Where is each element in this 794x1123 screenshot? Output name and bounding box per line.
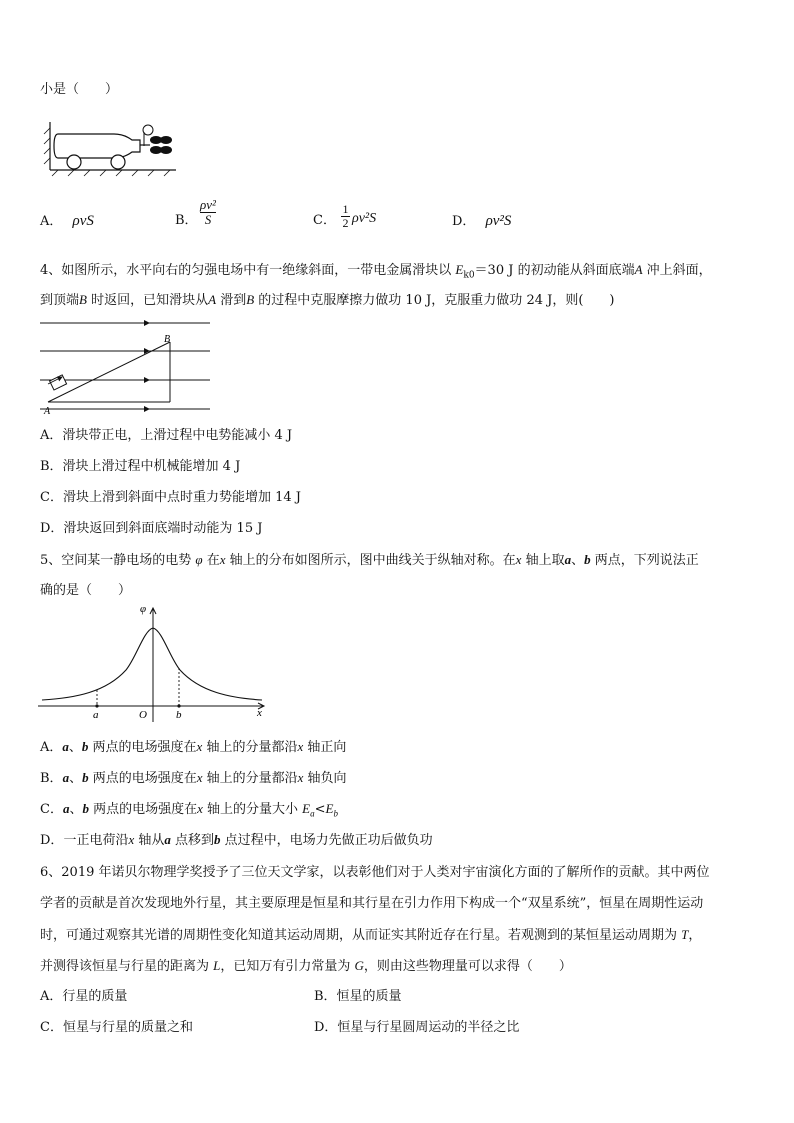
text: 的过程中克服摩擦力做功 10 J，克服重力做功 24 J，则( ) — [254, 293, 615, 308]
numerator: 1 — [342, 202, 349, 216]
gravity-constant-symbol: G — [354, 958, 364, 973]
text: 、 — [68, 740, 82, 755]
q5-fig-origin: O — [139, 709, 147, 721]
x-symbol: x — [196, 739, 203, 754]
q5-option-a[interactable] — [40, 739, 346, 756]
distance-symbol: L — [213, 958, 221, 973]
q5-stem-line1 — [40, 552, 699, 569]
option-label: A． — [40, 740, 63, 755]
text: 轴上的分量都沿 — [202, 771, 298, 786]
text: ＝30 J 的初动能从斜面底端 — [474, 263, 635, 278]
q6-stem-line4 — [40, 958, 572, 975]
point-b: b — [82, 801, 89, 816]
text: 到顶端 — [40, 293, 80, 308]
q5-stem-line2: 确的是（ ） — [40, 583, 132, 598]
eb-subscript: b — [333, 808, 338, 819]
point-b: B — [246, 292, 255, 307]
period-symbol: T — [681, 927, 689, 942]
q5-option-c[interactable] — [40, 801, 338, 822]
text: 轴上取 — [521, 553, 565, 568]
eb-symbol: E — [325, 801, 334, 816]
option-label: C． — [40, 802, 63, 817]
text: 冲上斜面， — [642, 263, 712, 278]
q4-stem-line1 — [40, 262, 712, 284]
text: ，已知万有引力常量为 — [220, 959, 355, 974]
q3-option-c[interactable] — [313, 213, 336, 229]
q4-option-b[interactable]: B．滑块上滑过程中机械能增加 4 J — [40, 459, 241, 474]
option-label: C． — [313, 213, 336, 228]
q6-option-d[interactable]: D．恒星与行星圆周运动的半径之比 — [314, 1020, 520, 1035]
ek0-subscript: k0 — [463, 270, 475, 281]
q4-option-a[interactable]: A．滑块带正电，上滑过程中电势能减小 4 J — [40, 428, 293, 443]
q5-option-b[interactable] — [40, 770, 347, 787]
q4-stem-line2 — [40, 292, 614, 309]
text: 轴上的分量大小 — [202, 802, 303, 817]
option-label: B． — [175, 213, 198, 228]
text: 在 — [202, 553, 220, 568]
point-a: a — [164, 832, 171, 847]
formula: ρv²S — [485, 213, 512, 229]
q3-question-tail: 小是（ ） — [40, 82, 119, 97]
x-symbol: x — [297, 770, 304, 785]
point-b: b — [584, 552, 591, 567]
text: 轴从 — [134, 833, 165, 848]
q5-fig-ylabel: φ — [140, 603, 147, 615]
q5-figure-potential — [36, 600, 268, 724]
text: 4、如图所示，水平向右的匀强电场中有一绝缘斜面，一带电金属滑块以 — [40, 263, 456, 278]
q6-stem-line1: 6、2019 年诺贝尔物理学奖授予了三位天文学家，以表彰他们对于人类对宇宙演化方面的了解所作的贡献。其中两位 — [40, 865, 710, 880]
q3-figure-cart — [44, 118, 194, 178]
ea-subscript: a — [310, 808, 315, 819]
text: 、 — [571, 553, 585, 568]
point-a: a — [62, 739, 69, 754]
denominator: 2 — [342, 216, 349, 230]
point-b: b — [81, 739, 89, 754]
text: 轴正向 — [303, 740, 347, 755]
numerator: ρv² — [200, 197, 216, 212]
q4-fig-label-b: B — [164, 334, 171, 345]
text: 滑到 — [216, 293, 247, 308]
text: 点过程中，电场力先做正功后做负功 — [220, 833, 433, 848]
q6-option-c[interactable]: C．恒星与行星的质量之和 — [40, 1020, 193, 1035]
point-a: a — [62, 770, 70, 785]
q3-option-b-fraction — [200, 198, 216, 227]
point-b: b — [214, 832, 221, 847]
q4-figure-incline — [38, 316, 213, 416]
q3-option-c-formula: ρv²S — [352, 211, 377, 226]
q3-option-c-coef — [341, 203, 350, 230]
text: 两点的电场强度在 — [88, 771, 197, 786]
ek0-symbol: E — [455, 262, 464, 277]
point-a: A — [634, 262, 643, 277]
x-symbol: x — [515, 552, 522, 567]
text: 点移到 — [170, 833, 215, 848]
text: 轴负向 — [303, 771, 347, 786]
option-label: A． — [40, 214, 63, 229]
q6-option-b[interactable]: B．恒星的质量 — [314, 989, 402, 1004]
option-label: D． — [452, 214, 476, 229]
denominator: S — [204, 212, 212, 227]
text: 两点，下列说法正 — [590, 553, 699, 568]
text: 、 — [69, 802, 83, 817]
x-symbol: x — [297, 739, 304, 754]
text: 、 — [69, 771, 83, 786]
text: 5、空间某一静电场的电势 — [40, 553, 196, 568]
q5-fig-point-b: b — [176, 709, 182, 721]
text: ，则由这些物理量可以求得（ ） — [363, 959, 572, 974]
x-symbol: x — [219, 552, 226, 567]
point-a: a — [62, 801, 70, 816]
q6-option-a[interactable]: A．行星的质量 — [40, 989, 128, 1004]
text: 时返回，已知滑块从 — [86, 293, 209, 308]
text: 两点的电场强度在 — [88, 740, 197, 755]
option-label: D． — [40, 833, 64, 848]
q3-option-b[interactable] — [175, 213, 198, 229]
x-symbol: x — [196, 770, 203, 785]
q3-option-d[interactable] — [452, 213, 511, 230]
option-label: B． — [40, 771, 63, 786]
formula: ρvS — [72, 213, 94, 229]
x-symbol: x — [128, 832, 135, 847]
text: ， — [688, 928, 702, 943]
q6-stem-line2: 学者的贡献是首次发现地外行星，其主要原理是恒星和其行星在引力作用下构成一个“双星系统”，恒星在周期性运动 — [40, 896, 704, 911]
phi-symbol: φ — [195, 552, 203, 567]
q4-option-c[interactable]: C．滑块上滑到斜面中点时重力势能增加 14 J — [40, 490, 301, 505]
q6-stem-line3 — [40, 927, 701, 944]
text: 一正电荷沿 — [63, 833, 129, 848]
q5-fig-xlabel: x — [257, 707, 262, 719]
x-symbol: x — [197, 801, 203, 816]
text: 时，可通过观察其光谱的周期性变化知道其运动周期，从而证实其附近存在行星。若观测到的某恒星运动周期为 — [40, 928, 682, 943]
text: 轴上的分布如图所示，图中曲线关于纵轴对称。在 — [225, 553, 516, 568]
text: 轴上的分量都沿 — [202, 740, 298, 755]
text: 并测得该恒星与行星的距离为 — [40, 959, 214, 974]
ea-symbol: E — [302, 801, 311, 816]
point-b: B — [79, 292, 87, 307]
less-than: < — [314, 802, 326, 817]
q5-fig-point-a: a — [93, 709, 99, 721]
point-b: b — [82, 770, 89, 785]
q5-option-d[interactable] — [40, 832, 433, 849]
q4-option-d[interactable]: D．滑块返回到斜面底端时动能为 15 J — [40, 521, 263, 536]
point-a: a — [564, 552, 572, 567]
q3-option-a[interactable] — [40, 213, 94, 230]
q4-fig-label-a: A — [44, 406, 51, 417]
text: 两点的电场强度在 — [88, 802, 198, 817]
point-a: A — [208, 292, 217, 307]
